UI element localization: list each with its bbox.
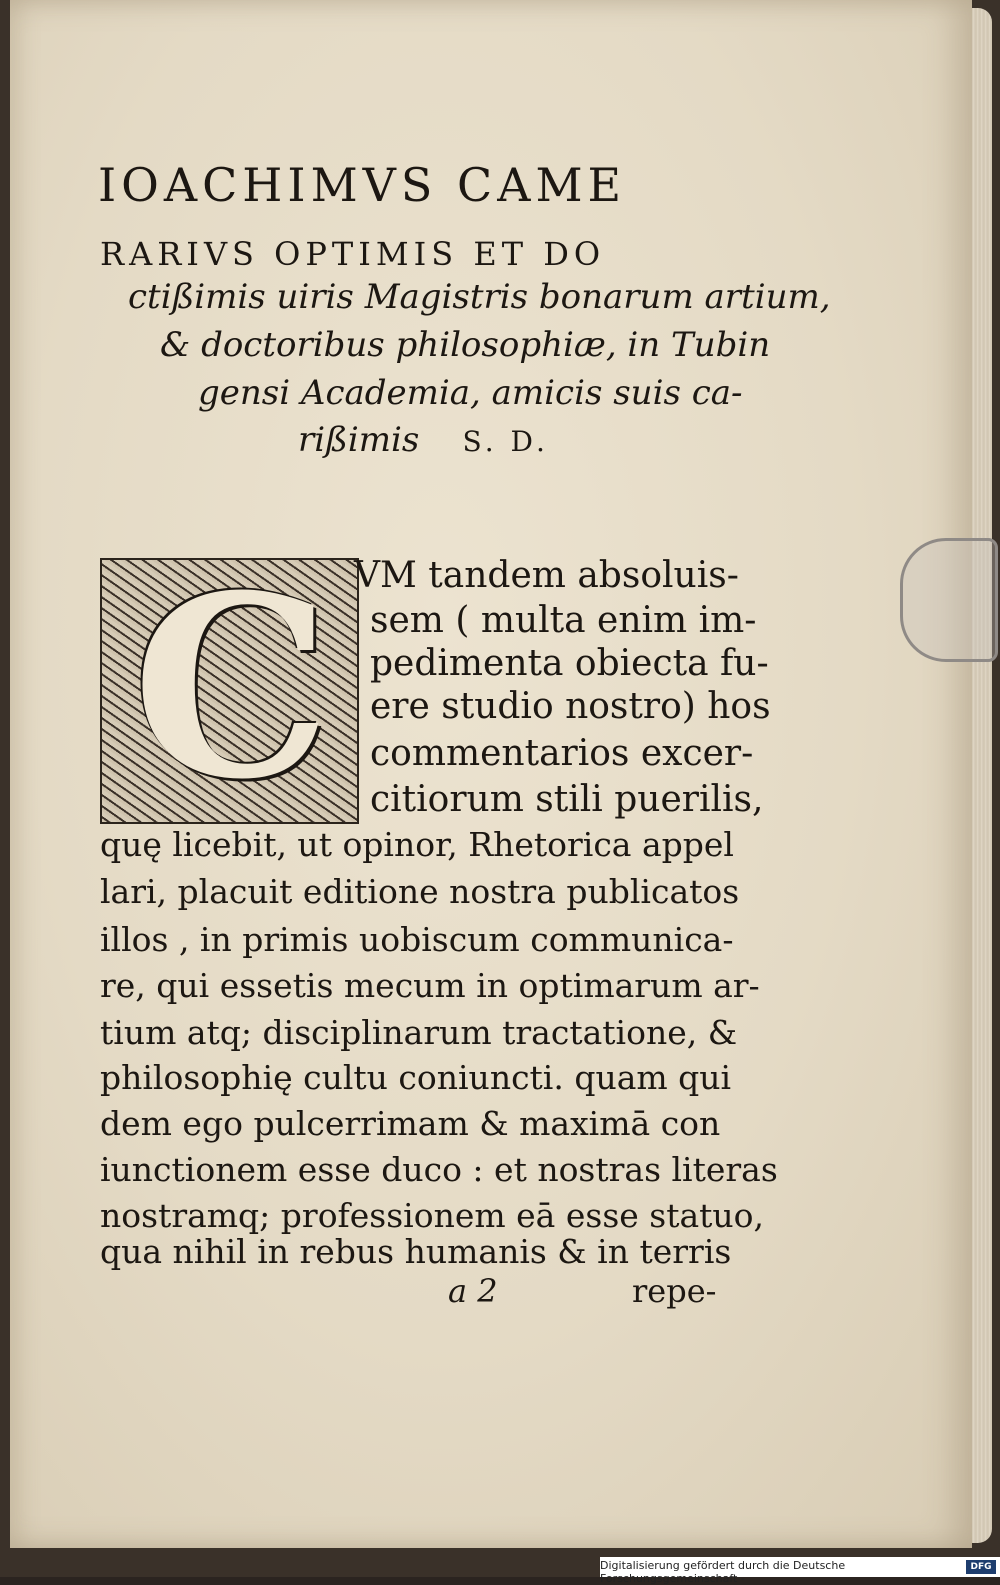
- address-line-3: gensi Academia, amicis suis ca-: [198, 373, 743, 413]
- salutation-sd: S. D.: [462, 425, 549, 458]
- body-line: illos , in primis uobiscum communica-: [100, 920, 734, 959]
- catchword: repe-: [632, 1272, 717, 1310]
- body-line: citiorum stili puerilis,: [370, 779, 764, 820]
- body-line: iunctionem esse duco : et nostras literas: [100, 1150, 778, 1189]
- body-line: qua nihil in rebus humanis & in terris: [100, 1232, 732, 1271]
- body-line: dem ego pulcerrimam & maximā con: [100, 1104, 721, 1143]
- body-line: pedimenta obiecta fu-: [370, 643, 769, 684]
- address-word: rißimis: [298, 420, 420, 460]
- address-line-2: & doctoribus philosophiæ, in Tubin: [160, 325, 771, 365]
- address-line-4: [298, 420, 549, 460]
- body-line: VM tandem absoluis-: [354, 555, 739, 596]
- body-line: lari, placuit editione nostra publicatos: [100, 872, 740, 911]
- book-clasp: [900, 538, 998, 662]
- body-line: re, qui essetis mecum in optimarum ar-: [100, 966, 760, 1005]
- initial-letter-glyph: C: [132, 558, 331, 824]
- body-line: tium atq; disciplinarum tractatione, &: [100, 1013, 738, 1052]
- body-line: quę licebit, ut opinor, Rhetorica appel: [100, 825, 734, 864]
- funding-credit: Digitalisierung gefördert durch die Deutsche Forschungsgemeinschaft -: [600, 1559, 846, 1585]
- title-line-2: RARIVS OPTIMIS ET DO: [100, 235, 606, 273]
- body-line: commentarios excer-: [370, 733, 754, 774]
- signature-mark: a 2: [448, 1272, 498, 1310]
- address-line-1: ctißimis uiris Magistris bonarum artium,: [128, 277, 831, 317]
- body-line: nostramq; professionem eā esse statuo,: [100, 1196, 765, 1235]
- footer-bar: [600, 1557, 1000, 1585]
- title-line-1: IOACHIMVS CAME: [98, 158, 627, 212]
- decorated-initial-c: [100, 558, 359, 824]
- body-line: philosophię cultu coniuncti. quam qui: [100, 1058, 732, 1097]
- body-line: sem ( multa enim im-: [370, 600, 757, 641]
- body-line: ere studio nostro) hos: [370, 686, 771, 727]
- dfg-logo: DFG: [966, 1560, 996, 1574]
